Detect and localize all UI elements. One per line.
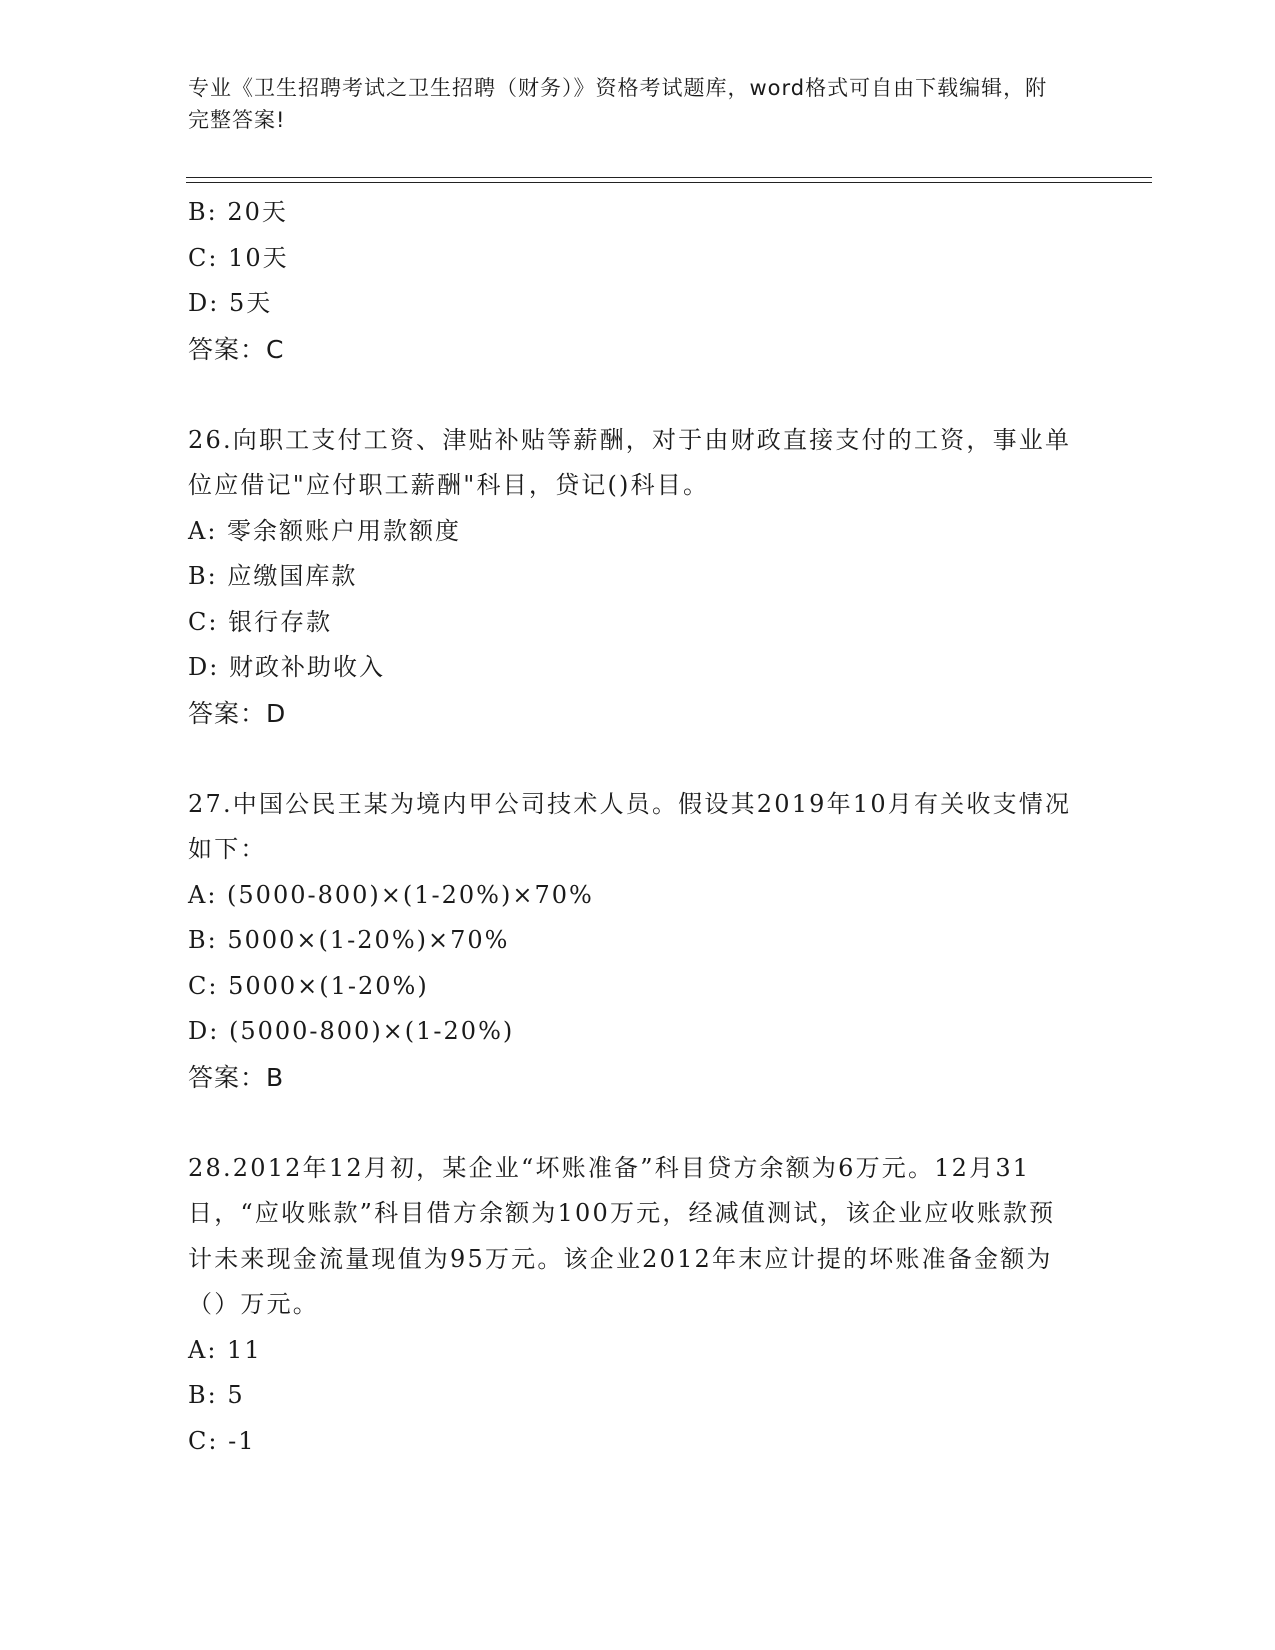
answer-line: 答案：D <box>188 698 287 728</box>
option-b: B: 20天 <box>188 198 288 226</box>
option-c: C: 10天 <box>188 243 289 272</box>
header-divider-bottom <box>186 182 1152 183</box>
question-26 <box>188 418 1088 737</box>
option-c: C: -1 <box>188 1426 256 1455</box>
question-25-continuation <box>188 190 1088 372</box>
answer-line: 答案：B <box>188 1062 285 1092</box>
question-text: 26.向职工支付工资、津贴补贴等薪酬，对于由财政直接支付的工资，事业单位应借记"应付职工薪酬"科目，贷记()科目。 <box>188 425 1072 499</box>
answer-line: 答案：C <box>188 334 285 364</box>
option-b: B: 应缴国库款 <box>188 562 358 590</box>
option-c: C: 5000×(1-20%) <box>188 971 429 1000</box>
option-c: C: 银行存款 <box>188 607 333 636</box>
option-b: B: 5000×(1-20%)×70% <box>188 926 510 954</box>
page-header: 专业《卫生招聘考试之卫生招聘（财务）》资格考试题库，word格式可自由下载编辑，附完整答案! <box>188 76 1048 132</box>
header-divider-top <box>186 177 1152 178</box>
option-d: D: 5天 <box>188 289 273 317</box>
option-a: A: 零余额账户用款额度 <box>188 516 462 545</box>
spacer <box>188 736 1088 782</box>
question-28 <box>188 1146 1088 1465</box>
option-d: D: (5000-800)×(1-20%) <box>188 1017 515 1045</box>
option-d: D: 财政补助收入 <box>188 653 385 681</box>
spacer <box>188 372 1088 418</box>
question-text: 27.中国公民王某为境内甲公司技术人员。假设其2019年10月有关收支情况如下： <box>188 789 1072 863</box>
question-list <box>188 190 1088 1464</box>
option-b: B: 5 <box>188 1381 245 1409</box>
option-a: A: 11 <box>188 1335 262 1364</box>
spacer <box>188 1100 1088 1146</box>
question-27 <box>188 782 1088 1101</box>
option-a: A: (5000-800)×(1-20%)×70% <box>188 880 594 909</box>
question-text: 28.2012年12月初，某企业“坏账准备”科目贷方余额为6万元。12月31日，“应收账款”科目借方余额为100万元，经减值测试，该企业应收账款预计未来现金流量现值为95万元。该企业2012年末应计提的坏账准备金额为（）万元。 <box>188 1153 1056 1318</box>
